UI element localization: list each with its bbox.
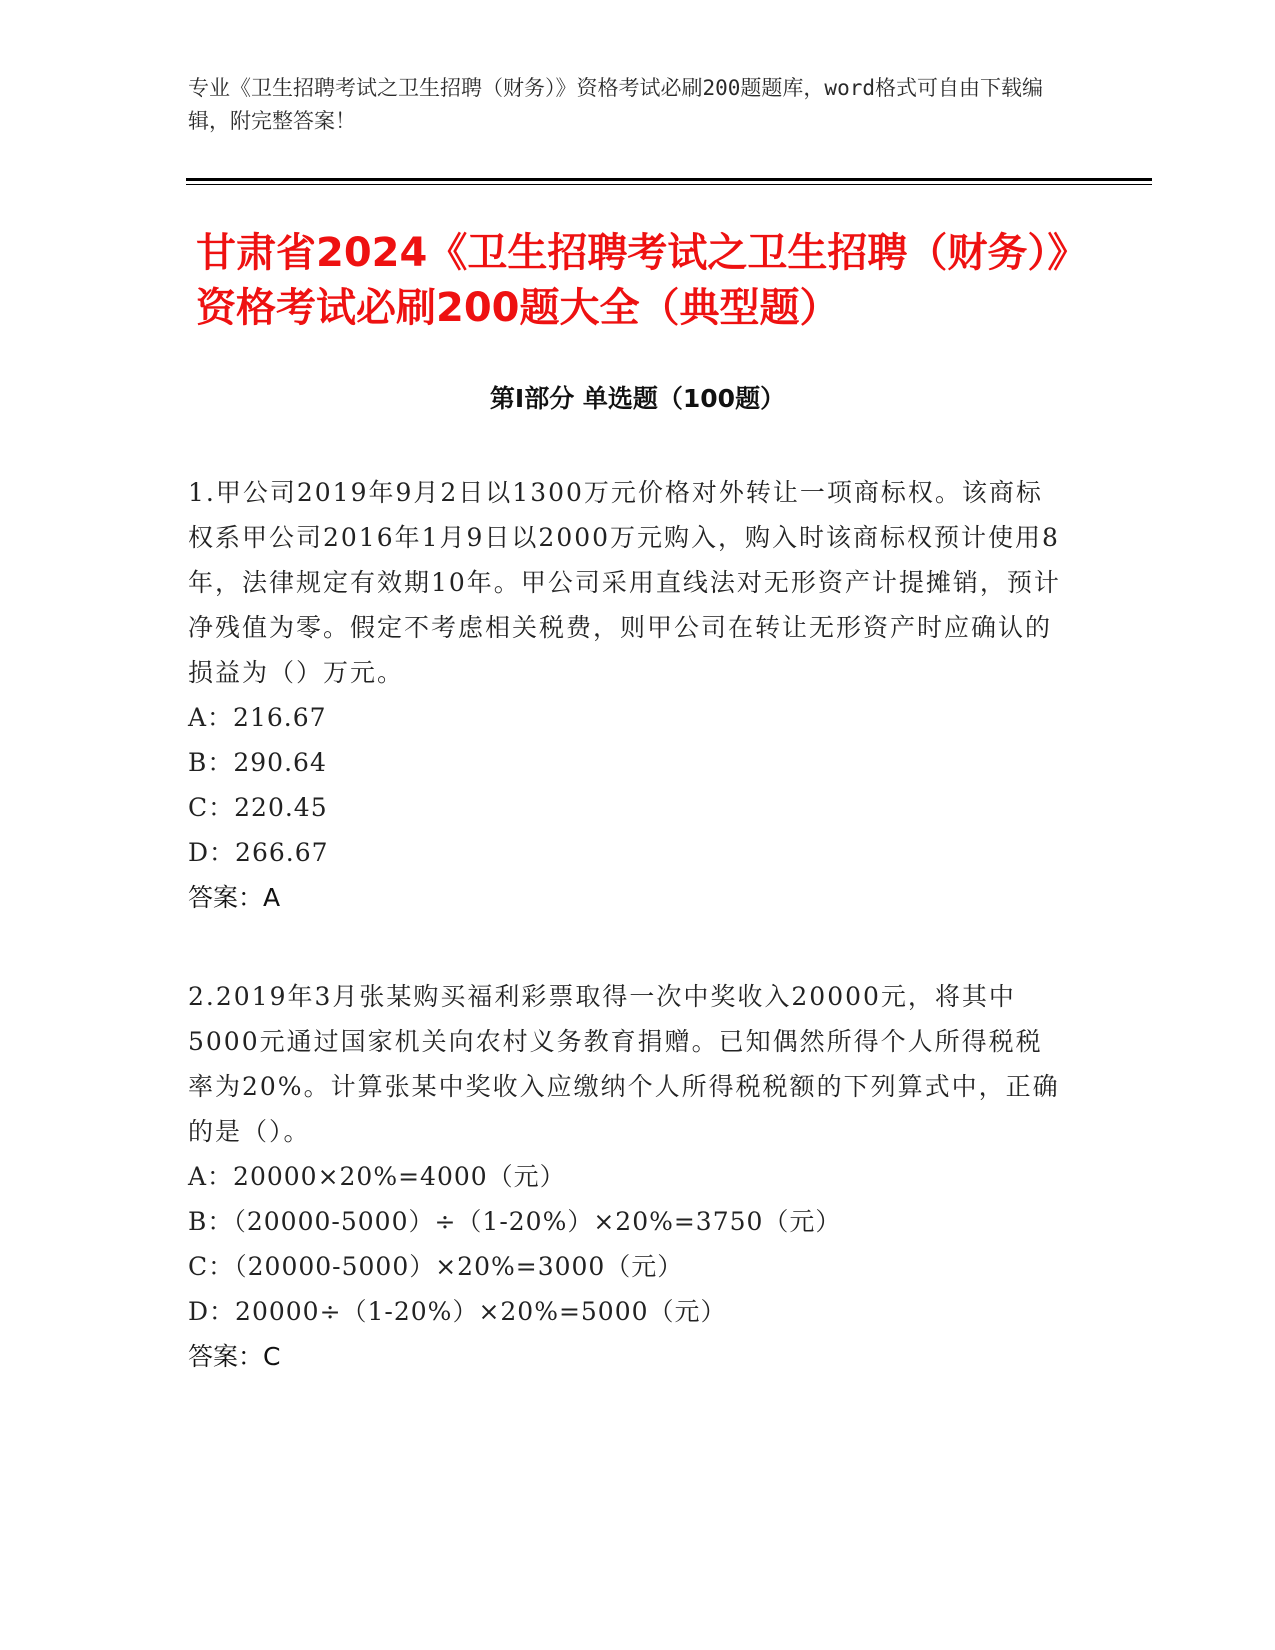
option-d: D：20000÷（1-20%）×20%=5000（元） — [188, 1297, 727, 1326]
answer: 答案：A — [188, 883, 281, 912]
option-b: B：（20000-5000）÷（1-20%）×20%=3750（元） — [188, 1207, 842, 1236]
question-stem: 1.甲公司2019年9月2日以1300万元价格对外转让一项商标权。该商标权系甲公司2016年1月9日以2000万元购入，购入时该商标权预计使用8年，法律规定有效期10年。甲公司采用直线法对无形资产计提摊销，预计净残值为零。假定不考虑相关税费，则甲公司在转让无形资产时应确认的损益为（）万元。 — [188, 478, 1061, 687]
option-b: B：290.64 — [188, 748, 327, 777]
answer: 答案：C — [188, 1342, 281, 1371]
header-divider-thin — [186, 184, 1152, 185]
section-heading: 第I部分 单选题（100题） — [489, 384, 786, 413]
option-d: D：266.67 — [188, 838, 329, 867]
header-note: 专业《卫生招聘考试之卫生招聘（财务）》资格考试必刷200题题库，word格式可自由下载编辑，附完整答案！ — [188, 76, 1043, 133]
option-c: C：（20000-5000）×20%=3000（元） — [188, 1252, 684, 1281]
question-2 — [188, 974, 1068, 1379]
question-stem: 2.2019年3月张某购买福利彩票取得一次中奖收入20000元，将其中5000元通过国家机关向农村义务教育捐赠。已知偶然所得个人所得税税率为20%。计算张某中奖收入应缴纳个人所得税税额的下列算式中，正确的是（）。 — [188, 982, 1060, 1146]
question-1 — [188, 470, 1068, 920]
option-a: A：216.67 — [188, 703, 327, 732]
option-c: C：220.45 — [188, 793, 328, 822]
document-title: 甘肃省2024《卫生招聘考试之卫生招聘（财务）》资格考试必刷200题大全（典型题） — [196, 230, 1088, 331]
option-a: A：20000×20%=4000（元） — [188, 1162, 566, 1191]
header-divider-thick — [186, 178, 1152, 181]
